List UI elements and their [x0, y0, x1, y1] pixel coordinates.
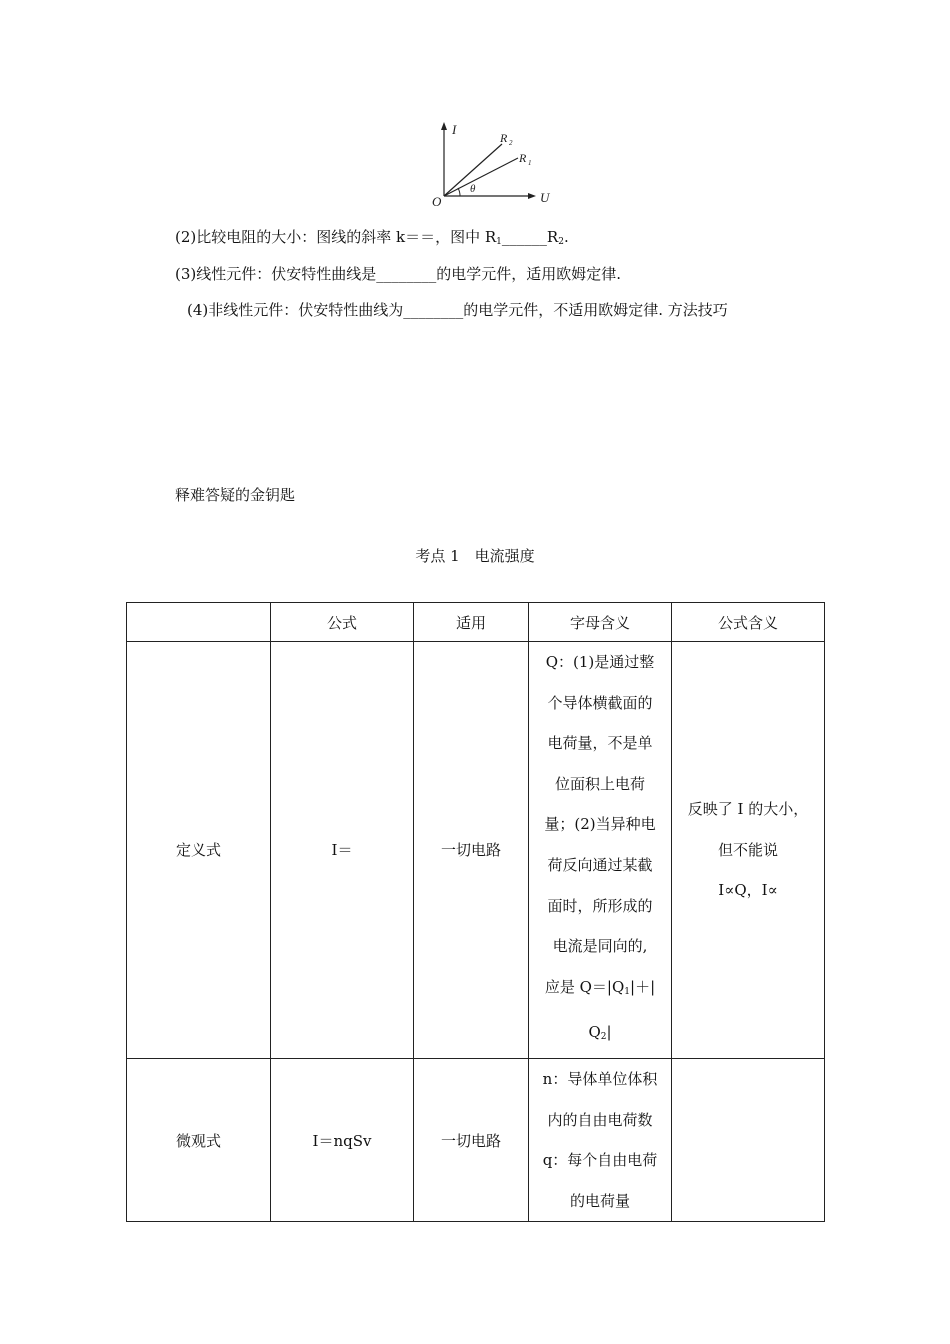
row2-scope: 一切电路 [414, 1058, 529, 1221]
row1-meaning-line: 荷反向通过某截 [547, 855, 653, 874]
row1-meaning-line: Q：(1)是通过整 [545, 653, 655, 671]
row1-meaning-line: 面时，所形成的 [547, 896, 653, 915]
row1-meaning-q2-end: | [606, 1023, 612, 1042]
header-formula: 公式 [271, 603, 414, 642]
row1-meaning-line [535, 1012, 665, 1058]
angle-label: θ [470, 183, 476, 195]
row1-scope: 一切电路 [414, 642, 529, 1059]
row1-meaning-line [535, 967, 665, 1013]
origin-label: O [432, 194, 442, 209]
row1-meaning-line: 电荷量，不是单 [547, 734, 653, 753]
row1-meaning-last-prefix: 应是 Q＝|Q [544, 977, 625, 996]
row1-meaning-last-mid: |＋| [630, 977, 656, 996]
r2-subscript: 2 [509, 139, 513, 147]
row2-label: 微观式 [127, 1058, 271, 1221]
table-header-row [127, 603, 825, 642]
item-2-compare-resistance [175, 226, 569, 247]
line-r1 [444, 158, 518, 196]
header-letter-meaning: 字母含义 [529, 603, 672, 642]
row2-meaning-line: 内的自由电荷数 [547, 1110, 653, 1129]
iu-graph [420, 118, 560, 210]
row1-meaning-q2-sub: 2 [600, 1032, 607, 1043]
y-axis-label: I [452, 122, 457, 137]
item-2-sub1: 1 [496, 237, 502, 247]
table-row-microscopic [127, 1058, 825, 1221]
r1-subscript: 1 [528, 159, 532, 167]
row2-formula: I＝nqSv [271, 1058, 414, 1221]
row1-formula: I＝ [271, 642, 414, 1059]
row1-meaning-line: 电流是同向的, [552, 937, 648, 956]
row1-meaning-sub1: 1 [624, 986, 631, 997]
row1-formula-meaning-line: I∝Q，I∝ [718, 881, 778, 900]
section-heading: 释难答疑的金钥匙 [175, 486, 296, 504]
x-axis-label: U [540, 190, 550, 205]
angle-arc [458, 188, 460, 196]
header-formula-meaning: 公式含义 [672, 603, 825, 642]
table-title: 考点 1 电流强度 [415, 547, 535, 565]
row1-meaning-line: 个导体横截面的 [547, 693, 653, 712]
row2-letter-meaning [529, 1058, 672, 1221]
row1-formula-meaning-line: 反映了 I 的大小， [687, 800, 809, 819]
current-strength-table [126, 602, 825, 1222]
header-scope: 适用 [414, 603, 529, 642]
item-2-sub2: 2 [558, 237, 564, 247]
row1-label: 定义式 [127, 642, 271, 1059]
row1-letter-meaning [529, 642, 672, 1059]
row1-formula-meaning-line: 但不能说 [717, 840, 778, 859]
row2-formula-meaning [672, 1058, 825, 1221]
x-axis-arrow [528, 193, 536, 199]
row1-meaning-line: 量；(2)当异种电 [544, 815, 656, 834]
table-row-definition [127, 642, 825, 1059]
item-4-nonlinear-element: (4)非线性元件：伏安特性曲线为________的电学元件，不适用欧姆定律. 方法技巧 [187, 301, 728, 319]
row1-meaning-q2: Q [588, 1023, 601, 1042]
row1-formula-meaning [672, 642, 825, 1059]
r2-label: R [500, 131, 508, 145]
item-2-prefix: (2)比较电阻的大小：图线的斜率 k＝＝，图中 R [175, 228, 497, 246]
row1-meaning-line: 位面积上电荷 [554, 774, 645, 793]
y-axis-arrow [441, 122, 447, 130]
r1-label: R [519, 151, 527, 165]
row2-meaning-line: n：导体单位体积 [542, 1069, 658, 1088]
row2-meaning-line: 的电荷量 [569, 1191, 630, 1210]
item-3-linear-element: (3)线性元件：伏安特性曲线是________的电学元件，适用欧姆定律. [175, 265, 622, 283]
item-2-end: . [563, 228, 569, 246]
header-empty [127, 603, 271, 642]
row2-meaning-line: q：每个自由电荷 [542, 1151, 658, 1170]
item-2-mid: ______R [501, 228, 559, 246]
